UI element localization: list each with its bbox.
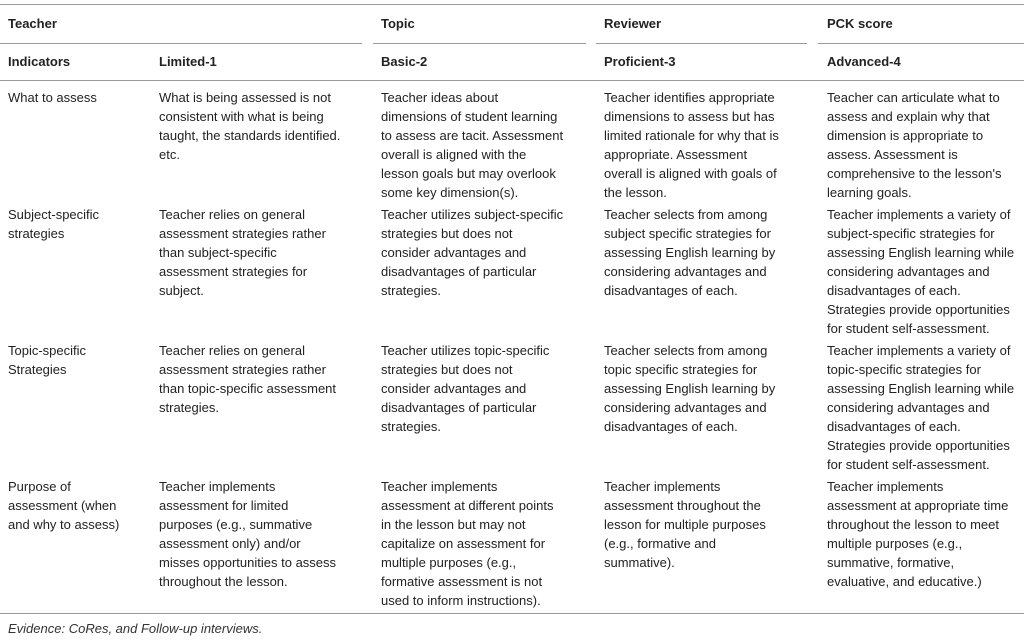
header-indicators: Indicators [8, 54, 71, 69]
header-advanced: Advanced-4 [827, 54, 901, 69]
row-indicator: Purpose of assessment (when and why to assess) [8, 479, 120, 532]
row-cell-proficient: Teacher selects from among subject specific strategies for assessing English learning by considering advantages and disadvantages of each. [604, 207, 776, 298]
header-teacher: Teacher [8, 16, 57, 31]
table-top-rule [0, 4, 1024, 5]
row-cell-proficient: Teacher selects from among topic specific strategies for assessing English learning by considering advantages and disadvantages of each. [604, 343, 776, 434]
row-cell-basic: Teacher ideas about dimensions of student learning to assess are tacit. Assessment overall is aligned with the lesson goals but may overlook some key dimension(s). [381, 90, 564, 200]
row-cell-limited: What is being assessed is not consistent with what is being taught, the standards identified. etc. [159, 90, 341, 162]
row-cell-advanced: Teacher can articulate what to assess and explain why that dimension is appropriate to assess. Assessment is comprehensive to the lesson's learning goals. [827, 90, 1002, 200]
row-indicator: What to assess [8, 90, 97, 105]
header-basic: Basic-2 [381, 54, 428, 69]
header-reviewer: Reviewer [604, 16, 662, 31]
row-cell-proficient: Teacher implements assessment throughout the lesson for multiple purposes (e.g., formative and summative). [604, 479, 766, 570]
header-topic: Topic [381, 16, 415, 31]
table-bottom-rule [0, 613, 1024, 614]
row-cell-advanced: Teacher implements a variety of topic-specific strategies for assessing English learning while considering advantages and disadvantages of each. Strategies provide opportunities for student self-assessment. [827, 343, 1015, 472]
header-underline-pck [818, 43, 1024, 44]
header-underline-topic [373, 43, 586, 44]
row-cell-advanced: Teacher implements assessment at appropriate time throughout the lesson to meet multiple purposes (e.g., summative, formative, evaluative, and educative.) [827, 479, 1009, 589]
row-cell-limited: Teacher implements assessment for limited purposes (e.g., summative assessment only) and/or misses opportunities to assess throughout the lesson. [159, 479, 337, 589]
table-footnote: Evidence: CoRes, and Follow-up interviews. [8, 621, 263, 636]
row-cell-advanced: Teacher implements a variety of subject-specific strategies for assessing English learning while considering advantages and disadvantages of each. Strategies provide opportunities for student self-assessment. [827, 207, 1015, 336]
header-proficient: Proficient-3 [604, 54, 676, 69]
header-underline-teacher [0, 43, 362, 44]
header-pck-score: PCK score [827, 16, 893, 31]
header-bottom-rule [0, 80, 1024, 81]
row-cell-limited: Teacher relies on general assessment strategies rather than topic-specific assessment strategies. [159, 343, 337, 415]
header-underline-reviewer [596, 43, 807, 44]
row-cell-basic: Teacher utilizes topic-specific strategies but does not consider advantages and disadvantages of particular strategies. [381, 343, 550, 434]
row-cell-proficient: Teacher identifies appropriate dimensions to assess but has limited rationale for why that is appropriate. Assessment overall is aligned with goals of the lesson. [604, 90, 779, 200]
header-limited: Limited-1 [159, 54, 217, 69]
row-indicator: Subject-specific strategies [8, 207, 100, 241]
row-cell-basic: Teacher utilizes subject-specific strategies but does not consider advantages and disadvantages of particular strategies. [381, 207, 564, 298]
row-cell-limited: Teacher relies on general assessment strategies rather than subject-specific assessment strategies for subject. [159, 207, 326, 298]
row-indicator: Topic-specific Strategies [8, 343, 87, 377]
row-cell-basic: Teacher implements assessment at different points in the lesson but may not capitalize on assessment for multiple purposes (e.g., formative assessment is not used to inform instructions). [381, 479, 554, 608]
